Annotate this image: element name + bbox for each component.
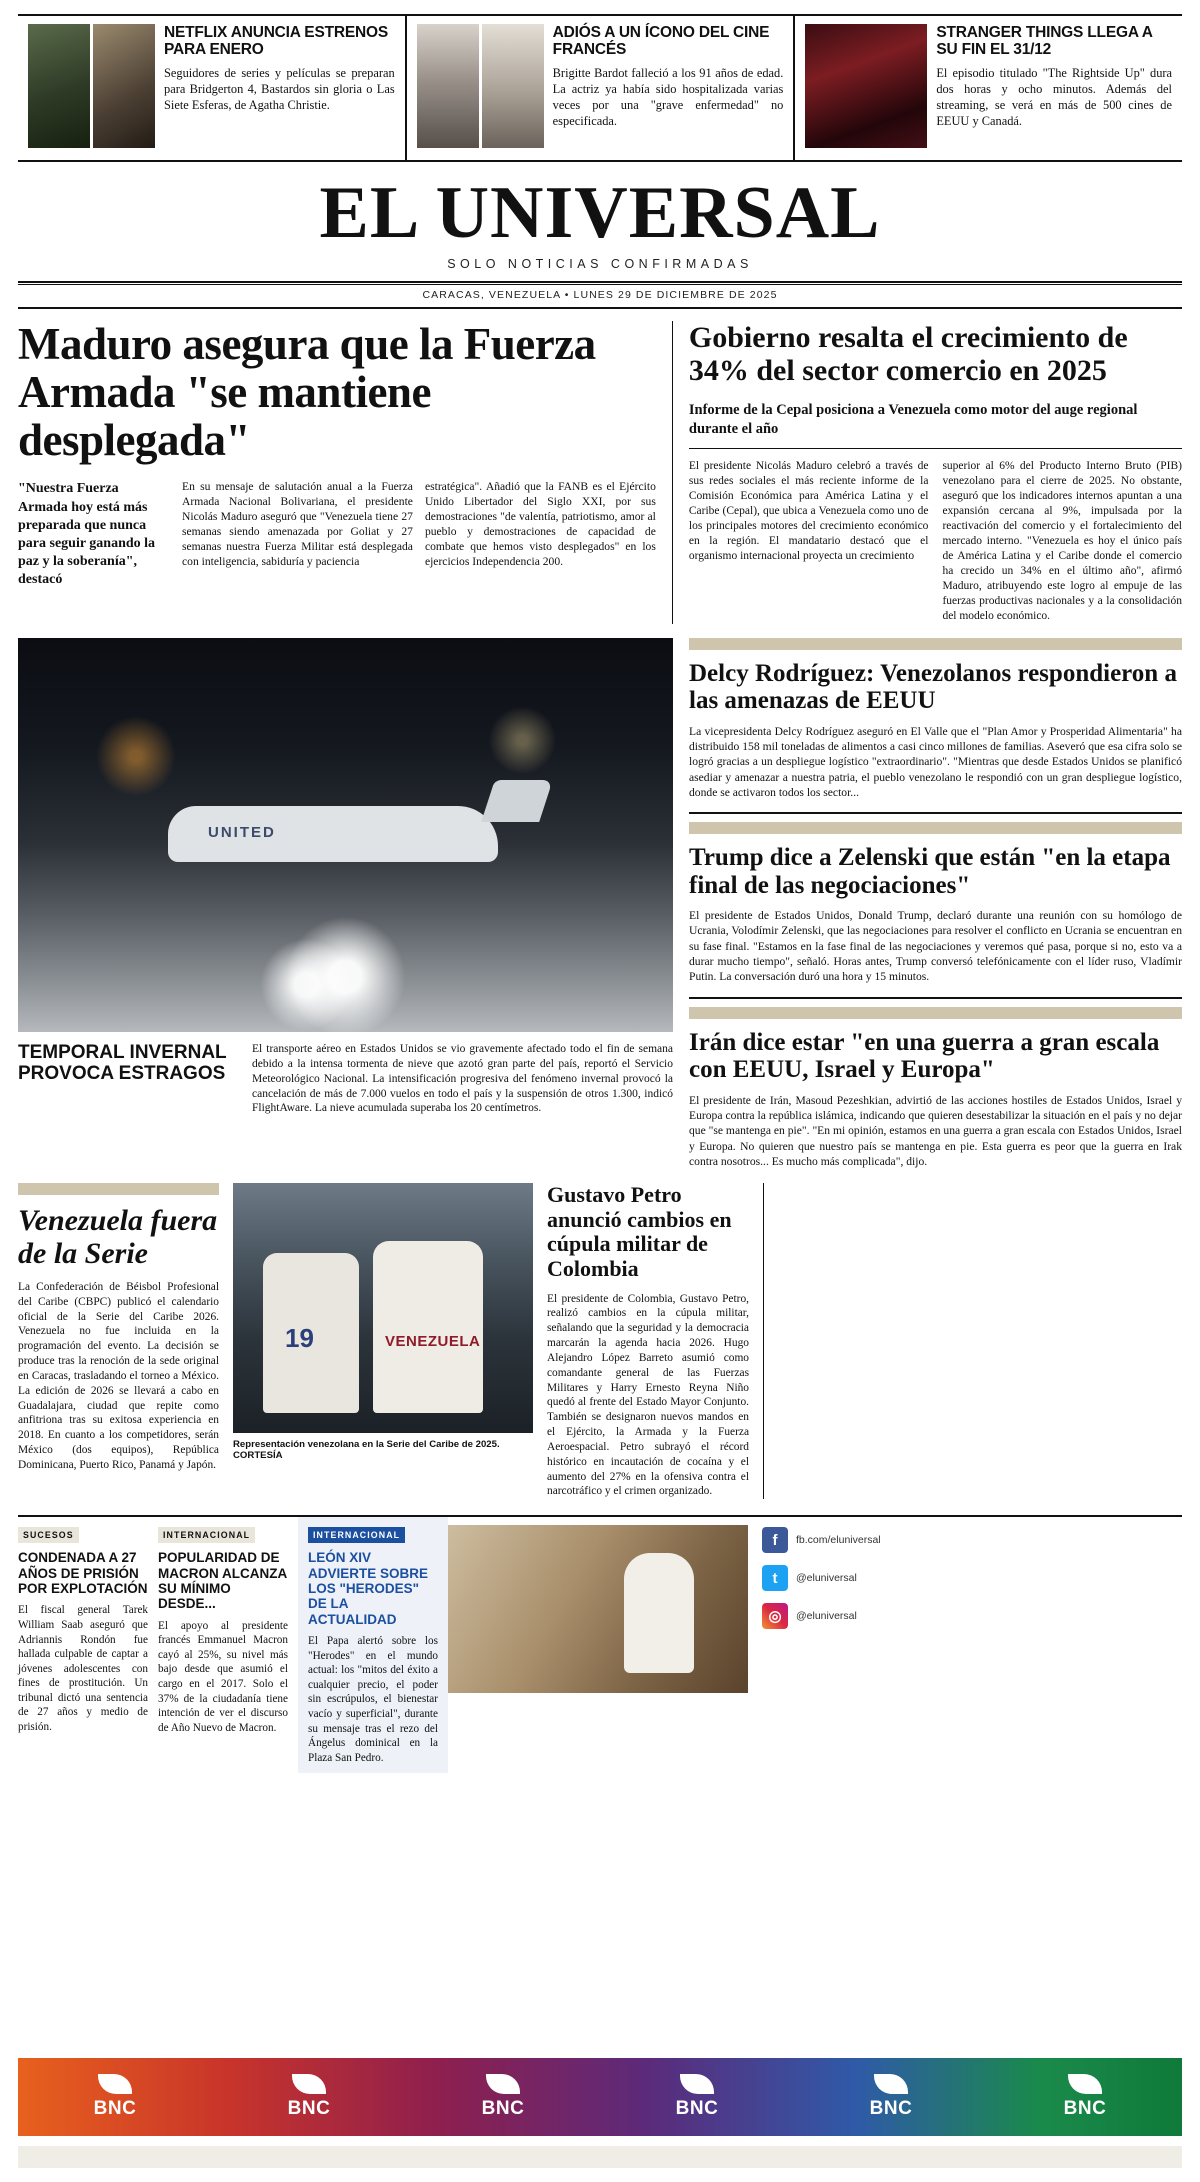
right-rail	[673, 638, 1182, 1169]
leaf-icon	[98, 2074, 132, 2094]
teaser-item-stranger-things[interactable]	[795, 16, 1182, 160]
column-divider	[763, 1183, 764, 1499]
jersey-number: 19	[285, 1323, 314, 1354]
ad-logo-cell	[406, 2074, 600, 2120]
teaser-photo	[482, 24, 544, 148]
economy-story[interactable]	[673, 321, 1182, 623]
brief-kicker: INTERNACIONAL	[308, 1527, 405, 1543]
baseball-photo-block	[233, 1183, 533, 1499]
petro-story[interactable]	[533, 1183, 763, 1499]
ad-logo-cell	[18, 2074, 212, 2120]
economy-standfirst: Informe de la Cepal posiciona a Venezuela como motor del auge regional durante el año	[689, 401, 1182, 449]
teaser-body: Brigitte Bardot falleció a los 91 años de edad. La actriz ya había sido hospitalizada varias veces por una "grave enfermedad" no especificada.	[552, 65, 784, 129]
social-row-instagram[interactable]	[762, 1603, 998, 1629]
baseball-caption: Representación venezolana en la Serie del Caribe de 2025. CORTESÍA	[233, 1439, 500, 1462]
brief-title: LEÓN XIV ADVIERTE SOBRE LOS "HERODES" DE LA ACTUALIDAD	[308, 1550, 429, 1627]
lead-story[interactable]	[18, 321, 672, 623]
baseball-photo	[233, 1183, 533, 1433]
teaser-images	[805, 24, 927, 152]
player-shape	[373, 1241, 483, 1413]
social-row-facebook[interactable]	[762, 1527, 998, 1553]
rail-divider	[689, 997, 1182, 999]
leaf-icon	[292, 2074, 326, 2094]
serie-caribe-story[interactable]	[18, 1183, 233, 1499]
instagram-icon: ◎	[762, 1603, 788, 1629]
teaser-body: Seguidores de series y películas se preparan para Bridgerton 4, Bastardos sin gloria o Las Siete Esferas, de Agatha Christie.	[164, 65, 395, 112]
teaser-title: ADIÓS A UN ÍCONO DEL CINE FRANCÉS	[552, 24, 770, 59]
ad-brand: BNC	[93, 2098, 137, 2119]
jersey-team: VENEZUELA	[385, 1333, 481, 1351]
teaser-title: NETFLIX ANUNCIA ESTRENOS PARA ENERO	[164, 24, 388, 59]
teaser-title: STRANGER THINGS LLEGA A SU FIN EL 31/12	[936, 24, 1153, 59]
rail-body-delcy: La vicepresidenta Delcy Rodríguez aseguró en El Valle que el "Plan Amor y Prosperidad Alimentaria" ha distribuido 158 mil toneladas de alimentos a casi cinco millones de familias. Aseveró que esa cifra solo se logró gracias a un despliegue logístico "extraordinario". "Mientras que desde Estados Unidos se planificó asediar y amenazar a nuestra patria, el pueblo venezolano le respondió con un gran despliegue logístico, donde se activaron todos los sector...	[689, 724, 1182, 799]
footer-band	[18, 2146, 1182, 2168]
top-story-area	[18, 321, 1182, 623]
ad-brand: BNC	[287, 2098, 331, 2119]
photo-caption-text: El transporte aéreo en Estados Unidos se vio gravemente afectado todo el fin de semana debido a la intensa tormenta de nieve que azotó gran parte del país, reportó el Servicio Meteorológico Nacional. La intensificación progresiva del fenómeno invernal provocó la cancelación de más de 7.000 vuelos en todo el país y la suspensión de otros 1.300, indicó FlightAware. La nieve acumulada superaba los 20 centímetros.	[252, 1042, 673, 1115]
ad-brand: BNC	[1063, 2098, 1107, 2119]
ad-logo-cell	[988, 2074, 1182, 2120]
newspaper-slogan: SOLO NOTICIAS CONFIRMADAS	[447, 257, 753, 272]
leaf-icon	[680, 2074, 714, 2094]
lower-stories	[18, 1183, 1182, 1499]
ad-logo-cell	[794, 2074, 988, 2120]
rail-body-iran: El presidente de Irán, Masoud Pezeshkian, advirtió de las acciones hostiles de Estados Unidos, Israel y Europa contra la república islámica, indicando que quieren desestabilizar la situación en el país y no dejar que "se mantenga en pie". "En mi opinión, estamos en una guerra a gran escala con Estados Unidos, Israel y Europa. No quieren que nuestro país se mantenga en pie. Esta guerra es peor que la guerra en Irak contra nosotros... Es mucho más complicada", dijo.	[689, 1093, 1182, 1168]
masthead-rule-bottom	[18, 307, 1182, 309]
teaser-body: El episodio titulado "The Rightside Up" dura dos horas y ocho minutos. Además del streaming, se verá en más de 500 cines de EEUU y Canadá.	[936, 65, 1173, 129]
facebook-icon: f	[762, 1527, 788, 1553]
leaf-icon	[486, 2074, 520, 2094]
ad-logo-cell	[212, 2074, 406, 2120]
lead-body-col1: En su mensaje de salutación anual a la Fuerza Armada Nacional Bolivariana, el presidente Nicolás Maduro aseguró que "Venezuela tiene 27 semanas siendo amenazada por Goliat y 27 semanas nuestra Fuerza Militar está desplegada con inteligencia, sabiduría y paciencia	[182, 480, 413, 568]
petro-body: El presidente de Colombia, Gustavo Petro, realizó cambios en la cúpula militar, señalando que la seguridad y la democracia marcarán la agenda hacia 2026. Hugo Alejandro López Barreto asumió como comandante general de las Fuerzas Militares y Harry Ernesto Reyna Niño quedó al frente del Estado Mayor Conjunto. También se designaron nuevos mandos en el Ejército, la Armada y la Fuerza Aeroespacial. Petro subrayó el récord histórico en incautación de cocaína y el aumento del 27% en la ofensiva contra el narcotráfico y el crimen organizado.	[547, 1292, 749, 1498]
ad-brand: BNC	[481, 2098, 525, 2119]
leaf-icon	[1068, 2074, 1102, 2094]
twitter-handle: @eluniversal	[796, 1572, 857, 1585]
top-teaser-strip	[18, 14, 1182, 162]
leaf-icon	[874, 2074, 908, 2094]
rail-accent-bar	[689, 822, 1182, 834]
brief-body: El apoyo al presidente francés Emmanuel Macron cayó al 25%, su nivel más bajo desde que asumió el cargo en el 2017. Solo el 37% de la ciudadanía tiene intención de ver el discurso de Año Nuevo de Macron.	[158, 1619, 288, 1734]
brief-body: El Papa alertó sobre los "Herodes" en el mundo actual: los "mitos del éxito a cualquier precio, el poder sin escrúpulos, el bienestar vacío y superficial", durante su mensaje tras el rezo del Ángelus dominical en la Plaza San Pedro.	[308, 1635, 438, 1764]
bottom-advertisement[interactable]	[18, 2058, 1182, 2136]
rail-divider	[689, 812, 1182, 814]
economy-headline: Gobierno resalta el crecimiento de 34% del sector comercio en 2025	[688, 321, 1128, 388]
airline-livery-text: UNITED	[208, 823, 276, 841]
brief-macron[interactable]	[158, 1517, 298, 1773]
brief-kicker: INTERNACIONAL	[158, 1527, 255, 1543]
rail-headline-iran: Irán dice estar "en una guerra a gran escala con EEUU, Israel y Europa"	[689, 1028, 1160, 1084]
social-row-twitter[interactable]	[762, 1565, 998, 1591]
brief-leon-xiv[interactable]	[298, 1517, 448, 1773]
teaser-item-netflix[interactable]	[18, 16, 405, 160]
brief-title: POPULARIDAD DE MACRON ALCANZA SU MÍNIMO DESDE...	[158, 1550, 287, 1612]
ad-brand: BNC	[869, 2098, 913, 2119]
serie-body: La Confederación de Béisbol Profesional del Caribe (CBPC) publicó el calendario oficial de la Serie del Caribe 2026. Venezuela no fue incluida en la programación del evento. La decisión se produce tras la renoción de la sede original en Caracas, trasladando el torneo a México. La edición de 2026 se llevará a cabo en Guadalajara, ciudad que repite como anfitriona tras su exitosa experiencia en 2018. En cuanto a los competidores, serán México (dos equipos), República Dominicana, Puerto Rico, Panamá y Japón.	[18, 1280, 219, 1471]
teaser-photo	[28, 24, 90, 148]
dateline: CARACAS, VENEZUELA • LUNES 29 DE DICIEMBRE DE 2025	[422, 289, 778, 302]
airport-snowstorm-photo	[18, 638, 673, 1032]
teaser-images	[417, 24, 544, 152]
rail-accent-bar	[689, 638, 1182, 650]
teaser-item-bardot[interactable]	[407, 16, 794, 160]
rail-accent-bar	[689, 1007, 1182, 1019]
main-photo-story[interactable]	[18, 638, 673, 1169]
teaser-photo	[417, 24, 479, 148]
brief-body: El fiscal general Tarek William Saab aseguró que Adriannis Rondón fue hallada culpable de captar a jóvenes adolescentes con fines de prostitución. Un tribunal dictó una sentencia de 27 años y medio de prisión.	[18, 1604, 148, 1733]
instagram-handle: @eluniversal	[796, 1610, 857, 1623]
social-links	[748, 1517, 998, 1773]
lead-headline: Maduro asegura que la Fuerza Armada "se mantiene desplegada"	[18, 319, 596, 465]
pope-photo-block	[448, 1517, 748, 1773]
pope-figure-shape	[624, 1553, 694, 1673]
ad-logo-cell	[600, 2074, 794, 2120]
petro-headline: Gustavo Petro anunció cambios en cúpula militar de Colombia	[547, 1182, 732, 1282]
rail-body-trump: El presidente de Estados Unidos, Donald Trump, declaró durante una reunión con su homólogo de Ucrania, Volodímir Zelenski, que las negociaciones para resolver el conflicto en Ucrania se encuentran en su fase final. "Estamos en la fase final de las negociaciones y veremos qué pasa, porque si no, esto va a durar mucho tiempo", señaló. Horas antes, Trump conversó telefónicamente con el líder ruso, Vladímir Putin. La conversación duró una hora y 15 minutos.	[689, 909, 1182, 984]
brief-title: CONDENADA A 27 AÑOS DE PRISIÓN POR EXPLOTACIÓN	[18, 1550, 148, 1596]
masthead	[18, 162, 1182, 271]
ad-brand: BNC	[675, 2098, 719, 2119]
newspaper-title: EL UNIVERSAL	[319, 172, 881, 254]
rail-headline-trump: Trump dice a Zelenski que están "en la etapa final de las negociaciones"	[689, 844, 1171, 899]
teaser-images	[28, 24, 155, 152]
pope-photo	[448, 1525, 748, 1693]
photo-and-rail	[18, 638, 1182, 1169]
twitter-icon: t	[762, 1565, 788, 1591]
brief-sucesos[interactable]	[18, 1517, 158, 1773]
lead-kicker: "Nuestra Fuerza Armada hoy está más preparada que nunca para seguir ganando la paz y la soberanía", destacó	[18, 481, 156, 588]
photo-caption-title: TEMPORAL INVERNAL PROVOCA ESTRAGOS	[18, 1041, 227, 1084]
lead-body-col2: estratégica". Añadió que la FANB es el Ejército Unido Libertador del Siglo XXI, por sus demostraciones "de valentía, patriotismo, amor al pueblo y demostraciones de capacidad de combate que hemos visto desplegados" en los ejercicios Independencia 200.	[424, 480, 656, 568]
brief-kicker: SUCESOS	[18, 1527, 79, 1543]
bottom-briefs	[18, 1515, 1182, 1773]
teaser-photo	[93, 24, 155, 148]
economy-body-col2: superior al 6% del Producto Interno Bruto (PIB) venezolano para el cierre de 2025. No obstante, aseguró que los indicadores internos apuntan a una expansión cercana al 9%, impulsada por la reactivación del comercio y el fortalecimiento del mercado interno. "Venezuela es hoy el único país de América Latina y el Caribe donde el comercio ha crecido un 34% en el último año", afirmó Maduro, atribuyendo este logro al empuje de las fuerzas productivas nacionales y a la consolidación del modelo económico.	[942, 460, 1182, 622]
serie-headline: Venezuela fuera de la Serie	[18, 1204, 218, 1270]
accent-bar	[18, 1183, 219, 1195]
economy-body-col1: El presidente Nicolás Maduro celebró a través de sus redes sociales el más reciente informe de la Comisión Económica para América Latina y el Caribe (Cepal), que ubica a Venezuela como uno de los principales motores del crecimiento económico en la región. El mandatario destacó que el organismo internacional proyecta un crecimiento	[688, 460, 929, 563]
facebook-handle: fb.com/eluniversal	[796, 1534, 881, 1547]
rail-headline-delcy: Delcy Rodríguez: Venezolanos respondieron a las amenazas de EEUU	[689, 659, 1177, 715]
teaser-photo	[805, 24, 927, 148]
